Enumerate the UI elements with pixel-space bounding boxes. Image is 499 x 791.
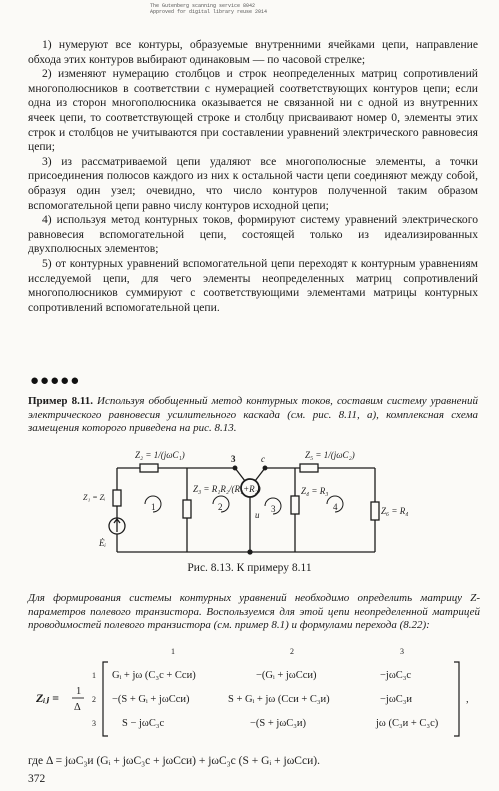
cell-3-2: −(S + jωC₃и) bbox=[250, 718, 307, 729]
cell-2-1: −(S + Gᵢ + jωCси) bbox=[112, 694, 190, 705]
z1-resistor bbox=[113, 490, 121, 506]
node-3 bbox=[233, 466, 237, 470]
loop-1-label: 1 bbox=[151, 502, 156, 512]
row-label-2: 2 bbox=[92, 695, 96, 704]
cell-3-1: S − jωC₃с bbox=[122, 718, 165, 729]
cell-2-3: −jωC₃и bbox=[380, 694, 413, 705]
paragraph-2: 2) изменяют нумерацию столбцов и строк неопределенных матриц сопротивлений многополюсников в соответствии с нумерацией соответствующих контуров цепи; если одна из сторон многополюсника оказывается не связанной ни с одной из внутренних ячеек цепи, то соответствующей строке и столбцу присваивают номер 0, элементы этих строк и столбцов не учитываются при составлении уравнений электрического равновесия цепи; bbox=[28, 67, 478, 154]
source-label: Ėᵢ bbox=[99, 538, 106, 548]
col-label-3: 3 bbox=[400, 647, 404, 656]
factor-numerator: 1 bbox=[76, 686, 82, 697]
gate-lead bbox=[235, 468, 245, 481]
cell-1-3: −jωC₃с bbox=[380, 670, 412, 681]
cell-1-1: Gᵢ + jω (C₃с + Cси) bbox=[112, 670, 196, 681]
z5-resistor bbox=[300, 464, 318, 472]
node-c-label: с bbox=[261, 454, 265, 464]
right-bracket bbox=[454, 662, 459, 736]
z1-label: Z₁ = Zᵢ bbox=[83, 493, 106, 502]
example-label: Пример 8.11. bbox=[28, 395, 93, 407]
paragraph-1: 1) нумеруют все контуры, образуемые внутренними ячейками цепи, направление обхода этих контуров выбирают одинаковым — по часовой стрелке; bbox=[28, 38, 478, 66]
example-heading bbox=[28, 395, 478, 436]
paragraph-5: 5) от контурных уравнений вспомогательной цепи переходят к контурным уравнениям исследуемой цепи, для чего элементы неопределенных матриц сопротивлений многополюсников суммируют с соответствующими элементами матрицы контурных сопротивлений вспомогательной цепи. bbox=[28, 256, 478, 314]
loop-2-label: 2 bbox=[218, 502, 223, 512]
main-text bbox=[28, 38, 478, 315]
cell-3-3: jω (C₃и + C₃с) bbox=[376, 718, 439, 729]
z2-label: Z₂ = 1/(jωC₁) bbox=[135, 450, 185, 460]
col-label-1: 1 bbox=[171, 647, 175, 656]
scan-stamp: The Gutenberg scanning service 8042 Approved for digital library reuse 2014 bbox=[150, 3, 268, 15]
matrix-tail: , bbox=[466, 694, 469, 705]
row-label-3: 3 bbox=[92, 719, 96, 728]
figure-caption: Рис. 8.13. К примеру 8.11 bbox=[187, 562, 312, 574]
circuit-diagram bbox=[83, 448, 425, 560]
col-label-2: 2 bbox=[290, 647, 294, 656]
z2-resistor bbox=[140, 464, 158, 472]
row-label-1: 1 bbox=[92, 671, 96, 680]
delta-definition: где Δ = jωC₃и (Gᵢ + jωC₃с + jωCси) + jωC₃с (S + Gᵢ + jωCси). bbox=[28, 755, 320, 767]
section-divider: ●●●●● bbox=[30, 373, 81, 389]
node-c bbox=[263, 466, 267, 470]
z6-label: Z₆ = R₄ bbox=[381, 506, 409, 516]
matrix-equation bbox=[28, 644, 480, 748]
z4-label: Z₄ = R₃ bbox=[301, 486, 329, 496]
cell-1-2: −(Gᵢ + jωCси) bbox=[256, 670, 317, 681]
paragraph-transistor: Для формирования системы контурных уравнений необходимо определить матрицу Z-параметров полевого транзистора. Воспользуемся для этой цепи неопределенной матрицей проводимостей полевого транзистора (см. пример 8.1) и формулами перехода (8.22): bbox=[28, 592, 480, 631]
page-number: 372 bbox=[28, 773, 46, 785]
paragraph-3: 3) из рассматриваемой цепи удаляют все многополюсные элементы, а точки присоединения полюсов каждого из них к остальной части цепи соединяют между собой, образуя один узел; очевидно, что число контуров полученной таким образом вспомогательной цепи равно числу контуров исходной цепи; bbox=[28, 154, 478, 212]
z4-resistor bbox=[291, 496, 299, 514]
z3-resistor bbox=[183, 500, 191, 518]
node-3-label: 3 bbox=[231, 454, 236, 464]
paragraph-4: 4) используя метод контурных токов, формируют систему уравнений электрического равновесия вспомогательной цепи, состоящей только из идеализированных двухполюсных элементов; bbox=[28, 213, 478, 256]
example-text: Используя обобщенный метод контурных токов, составим систему уравнений электрического равновесия усилительного каскада (см. рис. 8.11, а), комплексная схема замещения которого приведена на рис. 8.13. bbox=[28, 395, 478, 434]
z3-label: Z₃ = R₁R₂/(R₁+R₂) bbox=[193, 484, 261, 494]
loop-3-label: 3 bbox=[271, 504, 276, 514]
node-i-label: и bbox=[255, 510, 260, 520]
z6-resistor bbox=[371, 502, 379, 520]
z5-label: Z₅ = 1/(jωC₂) bbox=[305, 450, 355, 460]
matrix-lhs: Zᵢⱼ = bbox=[36, 691, 59, 705]
left-bracket bbox=[103, 662, 108, 736]
loop-4-label: 4 bbox=[333, 502, 338, 512]
cell-2-2: S + Gᵢ + jω (Cси + C₃и) bbox=[228, 694, 330, 705]
drain-lead bbox=[255, 468, 265, 481]
factor-denominator: Δ bbox=[74, 702, 81, 713]
ground-node bbox=[248, 550, 252, 554]
